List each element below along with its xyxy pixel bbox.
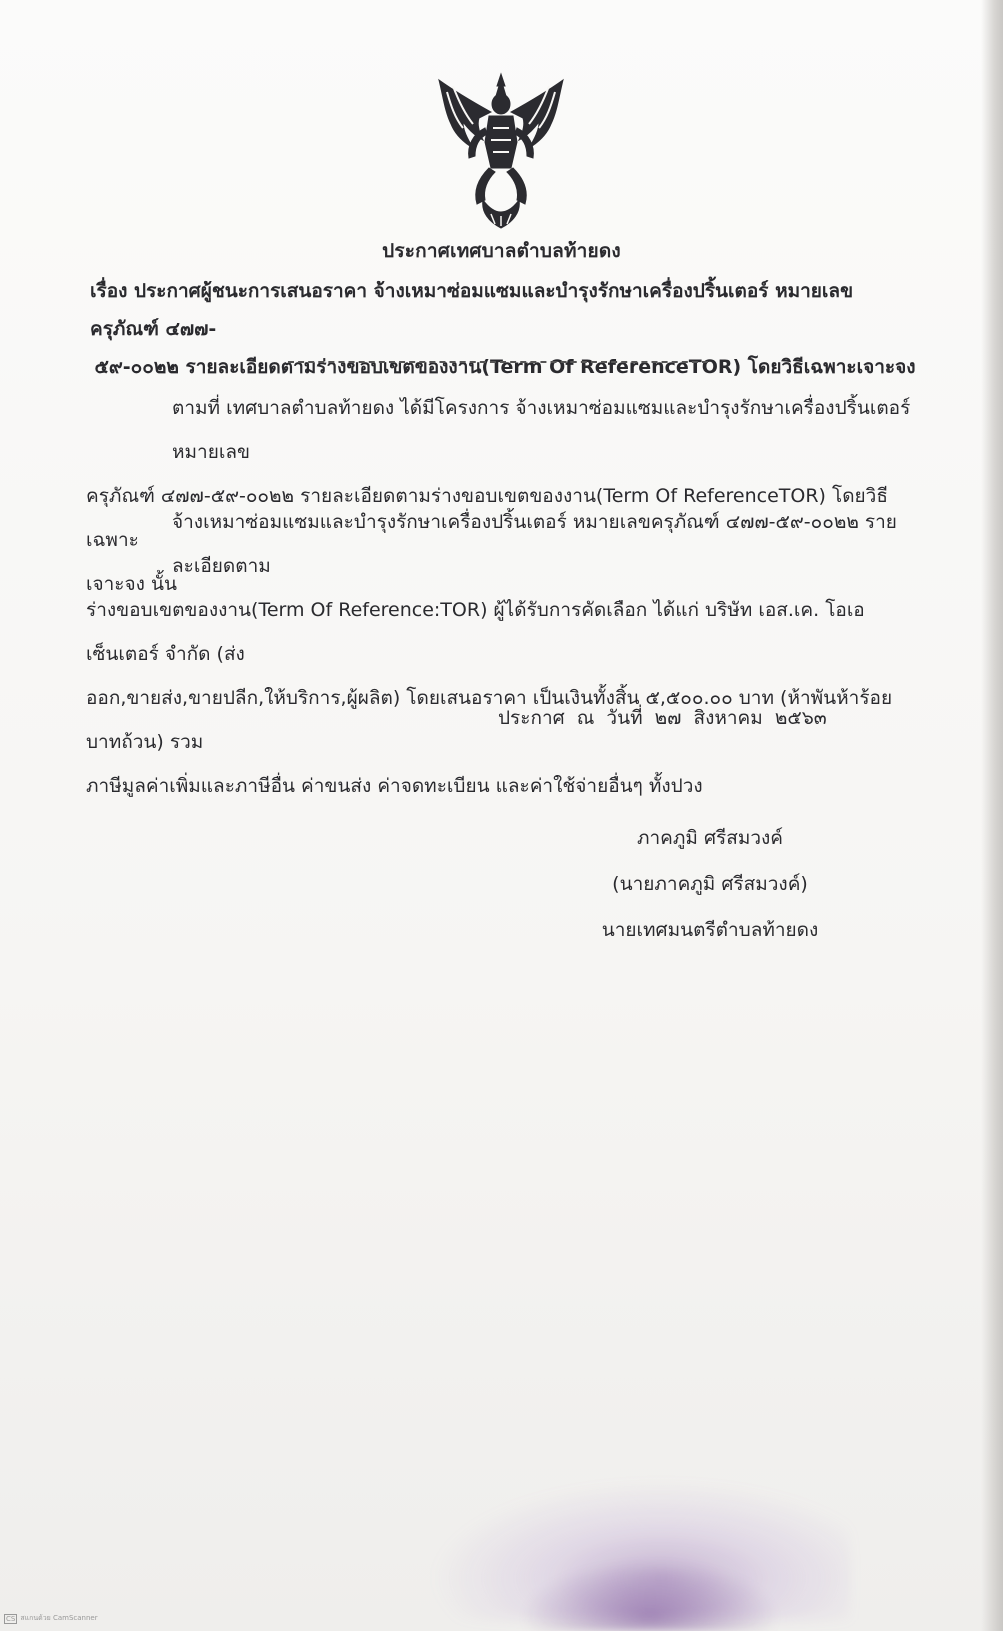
document-subject bbox=[90, 272, 920, 386]
camscanner-badge: CS bbox=[6, 1614, 16, 1623]
announcement-date: ประกาศ ณ วันที่ ๒๗ สิงหาคม ๒๕๖๓ bbox=[498, 707, 827, 729]
signatory-name: ภาคภูมิ ศรีสมวงค์ bbox=[636, 827, 784, 849]
camscanner-watermark bbox=[4, 1613, 98, 1624]
paragraph-2 bbox=[86, 500, 924, 808]
paragraph-2-line-4: ภาษีมูลค่าเพิ่มและภาษีอื่น ค่าขนส่ง ค่าจดทะเบียน และค่าใช้จ่ายอื่นๆ ทั้งปวง bbox=[86, 775, 703, 797]
paragraph-2-line-2: ร่างขอบเขตของงาน(Term Of Reference:TOR) ผู้ได้รับการคัดเลือก ได้แก่ บริษัท เอส.เค. โอเอ เซ็นเตอร์ จำกัด (ส่ง bbox=[86, 599, 865, 665]
subject-line-2: ๕๙-๐๐๒๒ รายละเอียดตามร่างขอบเขตของงาน(Term Of ReferenceTOR) โดยวิธีเฉพาะเจาะจง bbox=[94, 356, 916, 378]
dashed-divider bbox=[288, 361, 708, 363]
signatory-name-parenthetical: (นายภาคภูมิ ศรีสมวงค์) bbox=[612, 873, 808, 895]
scan-smudge-dark bbox=[520, 1560, 780, 1631]
paragraph-1-line-3: เจาะจง นั้น bbox=[86, 573, 177, 595]
signatory-position: นายเทศมนตรีตำบลท้ายดง bbox=[601, 919, 819, 941]
paragraph-1-line-2: ครุภัณฑ์ ๔๗๗-๕๙-๐๐๒๒ รายละเอียดตามร่างขอบเขตของงาน(Term Of ReferenceTOR) โดยวิธีเฉพาะ bbox=[86, 485, 888, 551]
garuda-emblem-icon bbox=[433, 72, 569, 230]
subject-line-1: เรื่อง ประกาศผู้ชนะการเสนอราคา จ้างเหมาซ่อมแซมและบำรุงรักษาเครื่องปริ้นเตอร์ หมายเลขครุภัณฑ์ ๔๗๗- bbox=[90, 280, 854, 340]
paragraph-2-line-1: จ้างเหมาซ่อมแซมและบำรุงรักษาเครื่องปริ้นเตอร์ หมายเลขครุภัณฑ์ ๔๗๗-๕๙-๐๐๒๒ รายละเอียดตาม bbox=[172, 511, 897, 577]
paragraph-2-line-3: ออก,ขายส่ง,ขายปลีก,ให้บริการ,ผู้ผลิต) โดยเสนอราคา เป็นเงินทั้งสิ้น ๕,๕๐๐.๐๐ บาท (ห้าพันห้าร้อยบาทถ้วน) รวม bbox=[86, 687, 893, 753]
camscanner-text: สแกนด้วย CamScanner bbox=[20, 1614, 98, 1622]
paragraph-1-line-1: ตามที่ เทศบาลตำบลท้ายดง ได้มีโครงการ จ้างเหมาซ่อมแซมและบำรุงรักษาเครื่องปริ้นเตอร์ หมายเลข bbox=[172, 397, 911, 463]
document-title: ประกาศเทศบาลตำบลท้ายดง bbox=[382, 240, 621, 262]
